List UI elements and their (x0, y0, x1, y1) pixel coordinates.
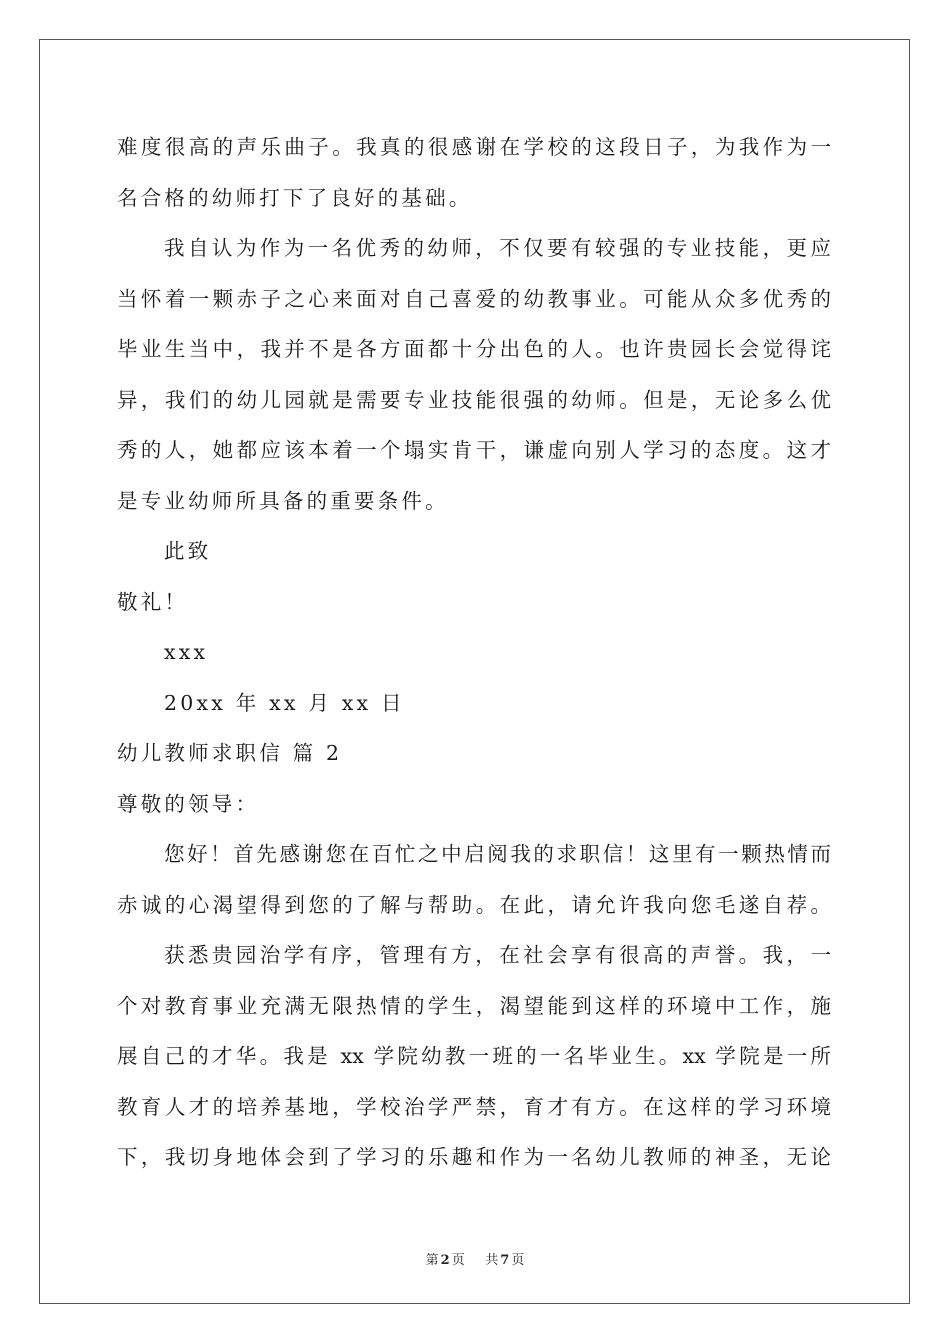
total-suffix: 页 (511, 1253, 525, 1268)
text-line: 展自己的才华。我是 xx 学院幼教一班的一名毕业生。xx 学院是一所 (117, 1044, 831, 1068)
text-line: 获悉贵园治学有序，管理有方，在社会享有很高的声誉。我，一 (164, 943, 831, 967)
text-line: 难度很高的声乐曲子。我真的很感谢在学校的这段日子，为我作为一 (117, 135, 831, 159)
page-footer (0, 1249, 950, 1268)
text-line: 教育人才的培养基地，学校治学严禁，育才有方。在这样的学习环境 (117, 1094, 831, 1119)
closing-line: 此致 (164, 539, 212, 563)
text-line: 个对教育事业充满无限热情的学生，渴望能到这样的环境中工作，施 (117, 993, 831, 1018)
page-prefix: 第 (425, 1253, 439, 1268)
total-prefix: 共 (485, 1253, 499, 1268)
text-line: 当怀着一颗赤子之心来面对自己喜爱的幼教事业。可能从众多优秀的 (117, 286, 831, 311)
total-pages: 7 (500, 1253, 510, 1268)
text-line: 您好！首先感谢您在百忙之中启阅我的求职信！这里有一颗热情而 (164, 842, 831, 866)
text-line: 异，我们的幼儿园就是需要专业技能很强的幼师。但是，无论多么优 (117, 387, 831, 412)
greeting-line: 尊敬的领导： (117, 791, 260, 816)
text-line: 秀的人，她都应该本着一个塌实肯干，谦虚向别人学习的态度。这才 (117, 438, 831, 462)
section-heading: 幼儿教师求职信 篇 2 (117, 741, 343, 765)
text-line: 下，我切身地体会到了学习的乐趣和作为一名幼儿教师的神圣，无论 (117, 1145, 831, 1169)
text-line: 赤诚的心渴望得到您的了解与帮助。在此，请允许我向您毛遂自荐。 (117, 892, 831, 917)
page-number: 2 (440, 1253, 450, 1268)
text-line: 名合格的幼师打下了良好的基础。 (117, 185, 473, 210)
text-line: 毕业生当中，我并不是各方面都十分出色的人。也许贵园长会觉得诧 (117, 337, 831, 361)
text-line: 是专业幼师所具备的重要条件。 (117, 488, 449, 513)
text-line: 我自认为作为一名优秀的幼师，不仅要有较强的专业技能，更应 (164, 236, 831, 260)
signature-name: xxx (164, 640, 209, 664)
page-suffix: 页 (451, 1253, 465, 1268)
salutation-line: 敬礼！ (117, 589, 189, 614)
signature-date: 20xx 年 xx 月 xx 日 (164, 690, 405, 715)
document-body (117, 129, 831, 1190)
